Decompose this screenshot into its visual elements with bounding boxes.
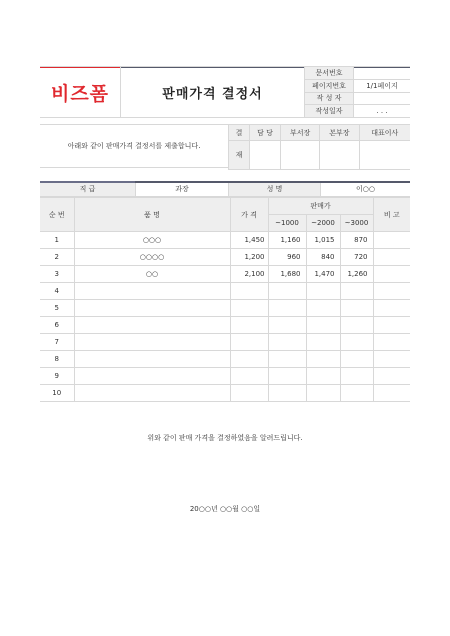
row-sale-1000[interactable]: 960 <box>268 249 306 266</box>
row-item[interactable] <box>74 283 230 300</box>
approval-role-staff: 담 당 <box>250 125 281 141</box>
row-note[interactable] <box>373 317 410 334</box>
row-sale-3000[interactable] <box>340 351 373 368</box>
row-item[interactable] <box>74 334 230 351</box>
logo: 비즈폼 <box>40 67 121 118</box>
col-header-note: 비 고 <box>373 198 410 232</box>
row-sale-1000[interactable] <box>268 334 306 351</box>
date-text: 20○○년 ○○월 ○○일 <box>189 505 261 513</box>
info-accent-rule <box>40 181 135 183</box>
row-no: 4 <box>40 283 74 300</box>
info-row <box>40 181 410 197</box>
row-sale-3000[interactable]: 870 <box>340 232 373 249</box>
row-no: 6 <box>40 317 74 334</box>
meta-value-doc-no[interactable] <box>354 67 411 80</box>
approval-side-bottom: 재 <box>229 141 250 170</box>
row-sale-3000[interactable] <box>340 368 373 385</box>
row-sale-2000[interactable] <box>306 334 340 351</box>
row-note[interactable] <box>373 232 410 249</box>
col-header-item: 품 명 <box>74 198 230 232</box>
col-header-sale-3000: ~3000 <box>340 215 373 232</box>
row-price[interactable]: 1,200 <box>230 249 268 266</box>
closing-text: 위와 같이 판매 가격을 결정하였음을 알려드립니다. <box>147 434 303 442</box>
row-sale-3000[interactable] <box>340 385 373 402</box>
approval-side-top: 결 <box>229 125 250 141</box>
table-row <box>40 249 410 266</box>
row-price[interactable] <box>230 351 268 368</box>
table-row <box>40 368 410 385</box>
meta-value-date[interactable]: . . . <box>354 105 411 118</box>
col-header-price: 가 격 <box>230 198 268 232</box>
approval-box <box>228 124 410 170</box>
row-no: 7 <box>40 334 74 351</box>
row-sale-2000[interactable] <box>306 351 340 368</box>
meta-label-doc-no: 문서번호 <box>305 67 354 80</box>
price-table <box>40 197 410 402</box>
row-sale-1000[interactable]: 1,680 <box>268 266 306 283</box>
approval-role-division-head: 본부장 <box>320 125 359 141</box>
row-item[interactable]: ○○○ <box>74 232 230 249</box>
row-sale-2000[interactable] <box>306 317 340 334</box>
meta-label-page-no: 페이지번호 <box>305 79 354 92</box>
row-sale-1000[interactable]: 1,160 <box>268 232 306 249</box>
approval-role-dept-head: 부서장 <box>280 125 319 141</box>
rank-label: 직 급 <box>40 182 136 197</box>
approval-sign-ceo[interactable] <box>359 141 410 170</box>
row-note[interactable] <box>373 351 410 368</box>
meta-value-page-no[interactable]: 1/1페이지 <box>354 79 411 92</box>
table-row <box>40 300 410 317</box>
row-note[interactable] <box>373 334 410 351</box>
row-no: 5 <box>40 300 74 317</box>
table-row <box>40 317 410 334</box>
row-item[interactable] <box>74 368 230 385</box>
row-no: 3 <box>40 266 74 283</box>
row-sale-2000[interactable]: 1,015 <box>306 232 340 249</box>
row-price[interactable] <box>230 334 268 351</box>
row-item[interactable]: ○○○○ <box>74 249 230 266</box>
row-sale-3000[interactable] <box>340 283 373 300</box>
meta-label-date: 작성일자 <box>305 105 354 118</box>
row-sale-2000[interactable]: 840 <box>306 249 340 266</box>
row-note[interactable] <box>373 300 410 317</box>
row-sale-1000[interactable] <box>268 385 306 402</box>
row-sale-3000[interactable] <box>340 317 373 334</box>
name-label: 성 명 <box>229 182 321 197</box>
col-header-sale: 판매가 <box>268 198 373 215</box>
row-no: 2 <box>40 249 74 266</box>
row-no: 1 <box>40 232 74 249</box>
row-sale-3000[interactable] <box>340 334 373 351</box>
row-price[interactable]: 1,450 <box>230 232 268 249</box>
row-sale-1000[interactable] <box>268 300 306 317</box>
row-sale-1000[interactable] <box>268 317 306 334</box>
row-note[interactable] <box>373 368 410 385</box>
row-item[interactable] <box>74 351 230 368</box>
table-row <box>40 385 410 402</box>
row-sale-2000[interactable]: 1,470 <box>306 266 340 283</box>
row-no: 10 <box>40 385 74 402</box>
row-note[interactable] <box>373 266 410 283</box>
approval-sign-staff[interactable] <box>250 141 281 170</box>
row-no: 9 <box>40 368 74 385</box>
row-sale-1000[interactable] <box>268 368 306 385</box>
row-note[interactable] <box>373 385 410 402</box>
row-item[interactable] <box>74 385 230 402</box>
approval-sign-dept-head[interactable] <box>280 141 319 170</box>
row-sale-3000[interactable] <box>340 300 373 317</box>
document-header <box>40 66 410 118</box>
row-price[interactable] <box>230 283 268 300</box>
meta-value-author[interactable] <box>354 92 411 105</box>
row-sale-3000[interactable]: 1,260 <box>340 266 373 283</box>
row-price[interactable] <box>230 317 268 334</box>
row-price[interactable] <box>230 300 268 317</box>
row-price[interactable] <box>230 368 268 385</box>
table-row <box>40 334 410 351</box>
table-row <box>40 266 410 283</box>
row-item[interactable] <box>74 317 230 334</box>
row-sale-2000[interactable] <box>306 283 340 300</box>
table-row <box>40 351 410 368</box>
row-sale-1000[interactable] <box>268 283 306 300</box>
row-sale-3000[interactable]: 720 <box>340 249 373 266</box>
rank-value[interactable]: 과장 <box>136 182 229 197</box>
col-header-sale-2000: ~2000 <box>306 215 340 232</box>
approval-sign-division-head[interactable] <box>320 141 359 170</box>
page-title: 판매가격 결정서 <box>121 67 305 118</box>
row-price[interactable]: 2,100 <box>230 266 268 283</box>
meta-label-author: 작 성 자 <box>305 92 354 105</box>
approval-role-ceo: 대표이사 <box>359 125 410 141</box>
table-row <box>40 283 410 300</box>
row-no: 8 <box>40 351 74 368</box>
intro-text: 아래와 같이 판매가격 결정서를 제출합니다. <box>40 124 228 168</box>
row-item[interactable]: ○○ <box>74 266 230 283</box>
row-item[interactable] <box>74 300 230 317</box>
row-sale-2000[interactable] <box>306 385 340 402</box>
row-note[interactable] <box>373 249 410 266</box>
name-value[interactable]: 이○○ <box>321 182 411 197</box>
col-header-no: 순 번 <box>40 198 74 232</box>
table-row <box>40 232 410 249</box>
row-sale-2000[interactable] <box>306 368 340 385</box>
row-sale-1000[interactable] <box>268 351 306 368</box>
row-price[interactable] <box>230 385 268 402</box>
col-header-sale-1000: ~1000 <box>268 215 306 232</box>
row-note[interactable] <box>373 283 410 300</box>
row-sale-2000[interactable] <box>306 300 340 317</box>
